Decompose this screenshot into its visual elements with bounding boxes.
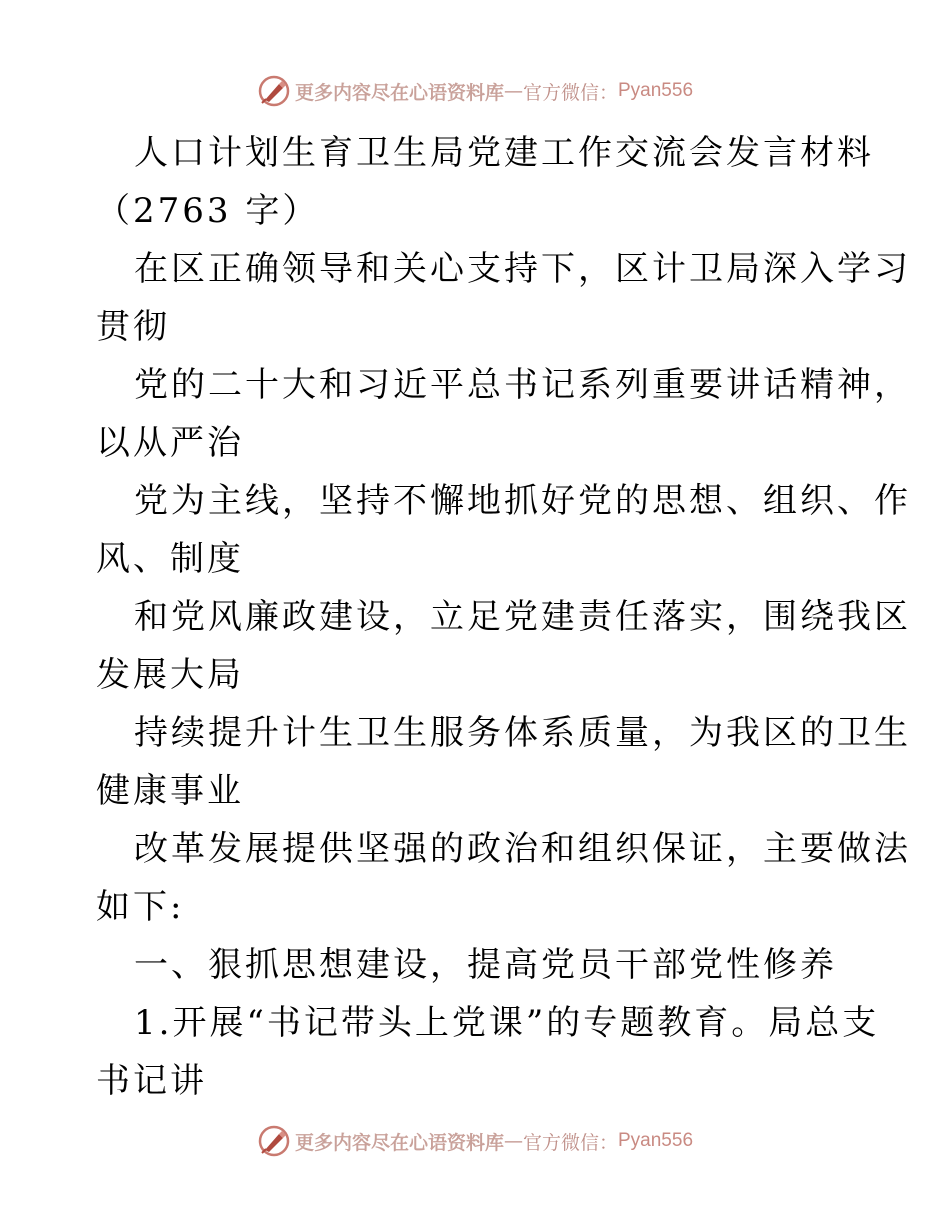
paragraph-line: 如下: (96, 887, 185, 927)
watermark-wechat-id: Pyan556 (618, 1130, 694, 1151)
watermark-wechat-label: 官方微信： (522, 1131, 618, 1154)
pen-logo-icon (257, 1124, 291, 1158)
document-word-count: （2763 字） (96, 191, 320, 231)
paragraph-line: 风、制度 (96, 539, 244, 579)
watermark-dash: — (503, 80, 523, 102)
paragraph-line: 1.开展“书记带头上党课”的专题教育。局总支 (134, 1003, 880, 1043)
watermark-wechat-label: 官方微信： (522, 81, 618, 104)
paragraph-line: 书记讲 (96, 1061, 207, 1101)
paragraph-line: 在区正确领导和关心支持下，区计卫局深入学习 (134, 249, 911, 289)
paragraph-line: 党的二十大和习近平总书记系列重要讲话精神， (134, 365, 911, 405)
watermark-brand-text: 更多内容尽在心语资料库 (294, 81, 504, 104)
watermark-brand-text: 更多内容尽在心语资料库 (294, 1131, 504, 1154)
paragraph-line: 持续提升计生卫生服务体系质量，为我区的卫生 (134, 713, 911, 753)
watermark-dash: — (503, 1130, 523, 1152)
watermark-wechat-id: Pyan556 (618, 80, 694, 101)
document-title: 人口计划生育卫生局党建工作交流会发言材料 (134, 133, 874, 173)
watermark-header (0, 74, 950, 108)
paragraph-line: 贯彻 (96, 307, 170, 347)
section-heading: 一、狠抓思想建设，提高党员干部党性修养 (134, 945, 837, 985)
paragraph-line: 改革发展提供坚强的政治和组织保证，主要做法 (134, 829, 911, 869)
pen-logo-icon (257, 74, 291, 108)
watermark-footer (0, 1124, 950, 1158)
document-body (96, 124, 911, 1110)
paragraph-line: 以从严治 (96, 423, 244, 463)
paragraph-line: 党为主线，坚持不懈地抓好党的思想、组织、作 (134, 481, 911, 521)
paragraph-line: 发展大局 (96, 655, 244, 695)
paragraph-line: 健康事业 (96, 771, 244, 811)
paragraph-line: 和党风廉政建设，立足党建责任落实，围绕我区 (134, 597, 911, 637)
